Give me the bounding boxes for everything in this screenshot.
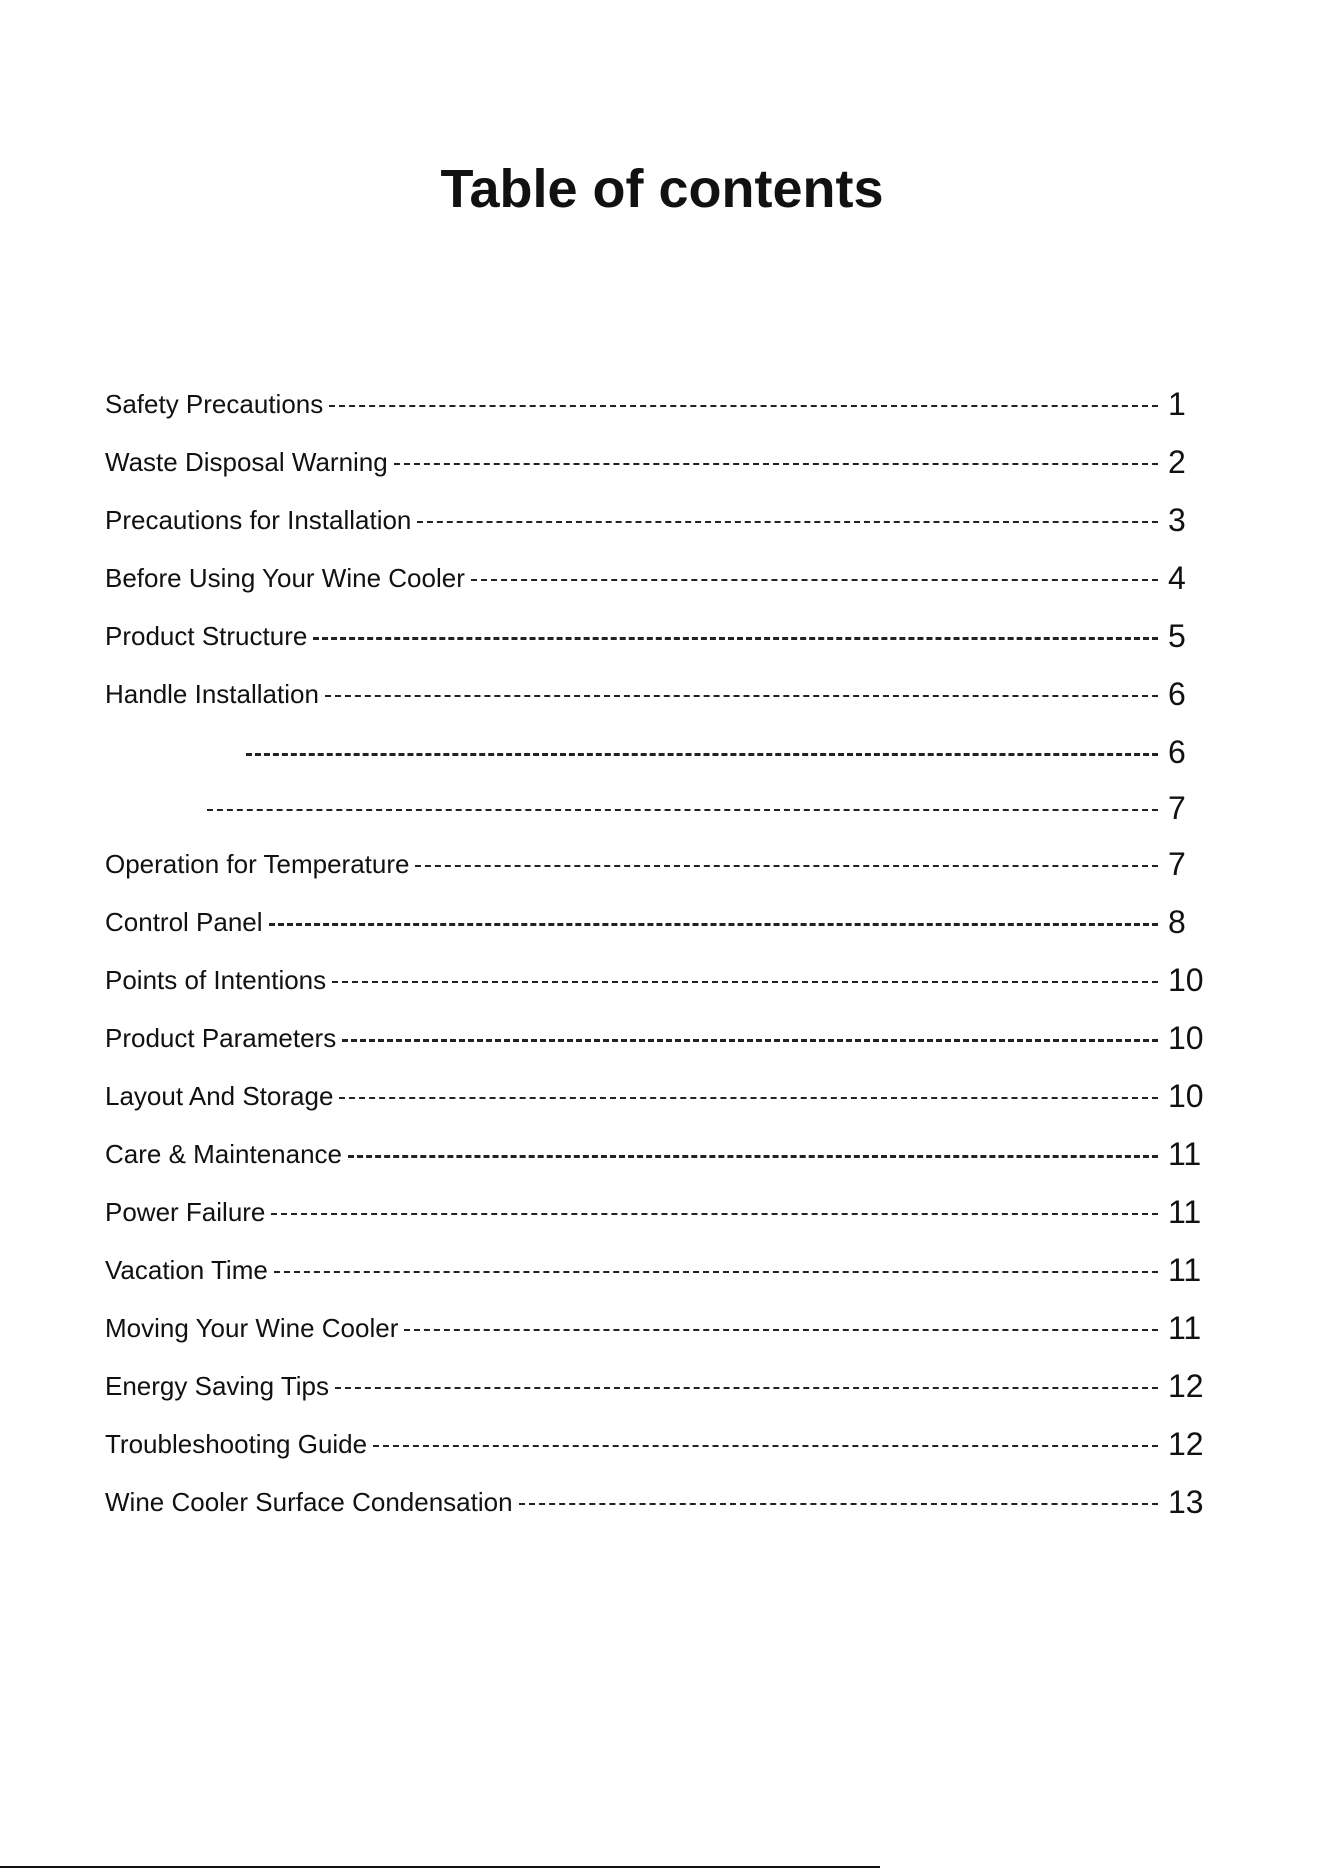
dot-leader: [207, 809, 1158, 811]
toc-entry-unlabeled-2[interactable]: [105, 781, 1230, 835]
toc-entry-product-structure[interactable]: [105, 607, 1230, 665]
dot-leader: [373, 1445, 1158, 1447]
toc-entry-label: Layout And Storage: [105, 1081, 334, 1111]
toc-entry-page: 11: [1168, 1252, 1202, 1288]
toc-entry-page: 7: [1168, 790, 1186, 826]
dot-leader: [269, 923, 1158, 926]
toc-entry-page: 7: [1168, 846, 1186, 882]
dot-leader: [329, 405, 1158, 407]
toc-entry-page: 11: [1168, 1136, 1202, 1172]
toc-entry-product-parameters[interactable]: [105, 1009, 1230, 1067]
dot-leader: [325, 695, 1158, 697]
toc-entry-page: 2: [1168, 444, 1186, 480]
toc-entry-operation-for-temperature[interactable]: [105, 835, 1230, 893]
dot-leader: [519, 1503, 1158, 1505]
dot-leader: [274, 1271, 1158, 1273]
toc-entry-label: Care & Maintenance: [105, 1139, 343, 1169]
dot-leader: [332, 981, 1158, 983]
toc-entry-label: Product Structure: [105, 621, 308, 651]
dot-leader: [471, 579, 1158, 581]
dot-leader: [313, 637, 1158, 640]
toc-entry-label: Wine Cooler Surface Condensation: [105, 1487, 513, 1517]
dot-leader: [415, 865, 1158, 867]
toc-entry-page: 3: [1168, 502, 1186, 538]
dot-leader: [342, 1039, 1158, 1042]
toc-entry-label: Troubleshooting Guide: [105, 1429, 368, 1459]
toc-entry-power-failure[interactable]: [105, 1183, 1230, 1241]
toc-entry-safety-precautions[interactable]: [105, 375, 1230, 433]
dot-leader: [335, 1387, 1158, 1389]
toc-entry-page: 10: [1168, 962, 1204, 998]
toc-entry-page: 4: [1168, 560, 1186, 596]
dot-leader: [417, 521, 1158, 523]
toc-entry-page: 12: [1168, 1368, 1204, 1404]
toc-entry-waste-disposal-warning[interactable]: [105, 433, 1230, 491]
toc-entry-page: 6: [1168, 676, 1186, 712]
toc-entry-label: Control Panel: [105, 907, 263, 937]
toc-entry-care-maintenance[interactable]: [105, 1125, 1230, 1183]
dot-leader: [348, 1155, 1158, 1158]
toc-entry-page: 5: [1168, 618, 1186, 654]
dot-leader: [246, 753, 1158, 756]
toc-entry-label: Safety Precautions: [105, 389, 324, 419]
toc-entry-control-panel[interactable]: [105, 893, 1230, 951]
toc-entry-page: 10: [1168, 1078, 1204, 1114]
page-bottom-rule: [0, 1866, 880, 1868]
toc-entry-label: Moving Your Wine Cooler: [105, 1313, 399, 1343]
toc-entry-label: Product Parameters: [105, 1023, 337, 1053]
toc-entry-handle-installation[interactable]: [105, 665, 1230, 723]
toc-entry-page: 11: [1168, 1310, 1202, 1346]
table-of-contents: [105, 375, 1230, 1531]
toc-entry-points-of-intentions[interactable]: [105, 951, 1230, 1009]
dot-leader: [404, 1329, 1158, 1331]
toc-entry-troubleshooting-guide[interactable]: [105, 1415, 1230, 1473]
toc-entry-label: Handle Installation: [105, 679, 319, 709]
toc-entry-moving-your-wine-cooler[interactable]: [105, 1299, 1230, 1357]
toc-entry-layout-and-storage[interactable]: [105, 1067, 1230, 1125]
page-title: Table of contents: [440, 159, 884, 219]
toc-entry-page: 12: [1168, 1426, 1204, 1462]
toc-entry-label: Precautions for Installation: [105, 505, 412, 535]
toc-entry-page: 10: [1168, 1020, 1204, 1056]
dot-leader: [394, 463, 1158, 465]
toc-entry-surface-condensation[interactable]: [105, 1473, 1230, 1531]
toc-entry-vacation-time[interactable]: [105, 1241, 1230, 1299]
toc-entry-label: Before Using Your Wine Cooler: [105, 563, 465, 593]
toc-entry-page: 6: [1168, 734, 1186, 770]
toc-entry-page: 11: [1168, 1194, 1202, 1230]
toc-entry-before-using[interactable]: [105, 549, 1230, 607]
toc-entry-page: 8: [1168, 904, 1186, 940]
toc-entry-label: Operation for Temperature: [105, 849, 410, 879]
dot-leader: [271, 1213, 1158, 1215]
toc-entry-page: 1: [1168, 386, 1186, 422]
toc-entry-label: Waste Disposal Warning: [105, 447, 388, 477]
dot-leader: [339, 1097, 1158, 1099]
toc-entry-label: Energy Saving Tips: [105, 1371, 330, 1401]
toc-entry-label: Points of Intentions: [105, 965, 327, 995]
toc-entry-energy-saving-tips[interactable]: [105, 1357, 1230, 1415]
toc-entry-precautions-for-installation[interactable]: [105, 491, 1230, 549]
toc-entry-page: 13: [1168, 1484, 1204, 1520]
toc-entry-unlabeled-1[interactable]: [105, 723, 1230, 781]
toc-entry-label: Power Failure: [105, 1197, 266, 1227]
toc-entry-label: Vacation Time: [105, 1255, 268, 1285]
